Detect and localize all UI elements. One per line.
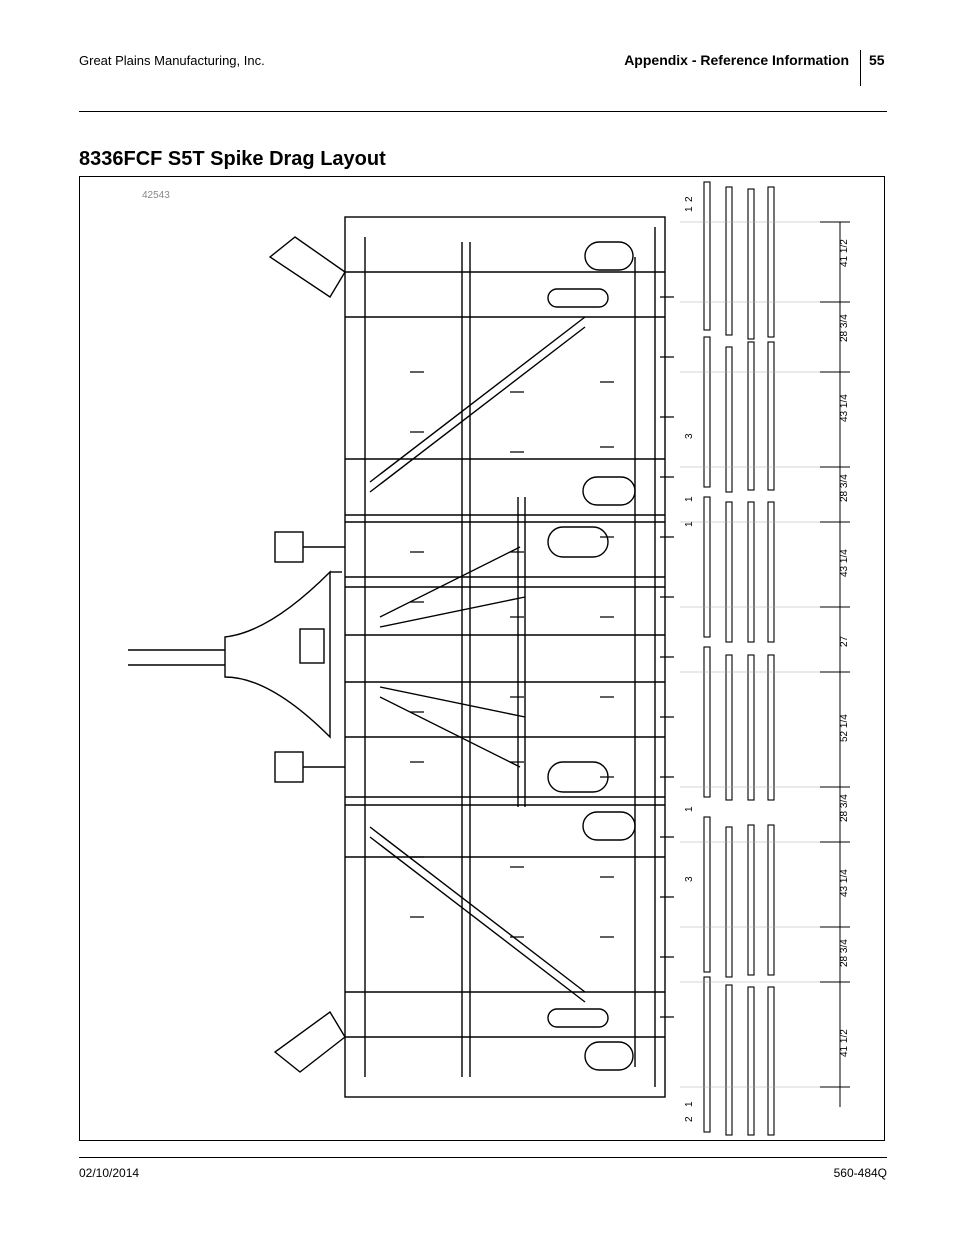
- offset-label: 3: [684, 433, 695, 439]
- offset-label: 1: [684, 521, 695, 527]
- spike-drag-bars: [704, 182, 774, 1135]
- header-rule: [79, 111, 887, 112]
- offset-label: 1: [684, 1101, 695, 1107]
- dimension-label: 43 1/4: [839, 549, 850, 577]
- dimension-label: 28 3/4: [839, 474, 850, 502]
- main-frame: [345, 217, 665, 1097]
- page-title: 8336FCF S5T Spike Drag Layout: [79, 148, 386, 170]
- dimension-label: 43 1/4: [839, 394, 850, 422]
- dimension-label: 28 3/4: [839, 314, 850, 342]
- dimension-label: 41 1/2: [839, 239, 850, 267]
- page-number: 55: [869, 52, 885, 68]
- wheels: [548, 242, 635, 1070]
- frame-braces: [370, 317, 585, 1002]
- dimension-label: 27: [839, 635, 850, 647]
- footer-rule: [79, 1157, 887, 1158]
- header-section: Appendix - Reference Information: [624, 52, 849, 68]
- dimension-line: [680, 222, 850, 1107]
- header-divider: [860, 50, 861, 86]
- footer-doc-number: 560-484Q: [833, 1166, 887, 1180]
- dimension-label: 43 1/4: [839, 869, 850, 897]
- wing-linkages: [270, 237, 345, 1072]
- figure-id: 42543: [142, 190, 170, 201]
- offset-label: 1: [684, 496, 695, 502]
- header-company: Great Plains Manufacturing, Inc.: [79, 53, 265, 68]
- dimension-label: 52 1/4: [839, 714, 850, 742]
- spike-drag-layout-drawing: [80, 177, 884, 1140]
- offset-label: 2: [684, 1116, 695, 1122]
- figure-frame: [79, 176, 885, 1141]
- dimension-label: 28 3/4: [839, 794, 850, 822]
- dimension-label: 41 1/2: [839, 1029, 850, 1057]
- offset-label: 1: [684, 806, 695, 812]
- offset-label: 2: [684, 196, 695, 202]
- hitch: [128, 572, 342, 737]
- footer-date: 02/10/2014: [79, 1166, 140, 1180]
- offset-label: 3: [684, 876, 695, 882]
- offset-label: 1: [684, 206, 695, 212]
- dimension-label: 28 3/4: [839, 939, 850, 967]
